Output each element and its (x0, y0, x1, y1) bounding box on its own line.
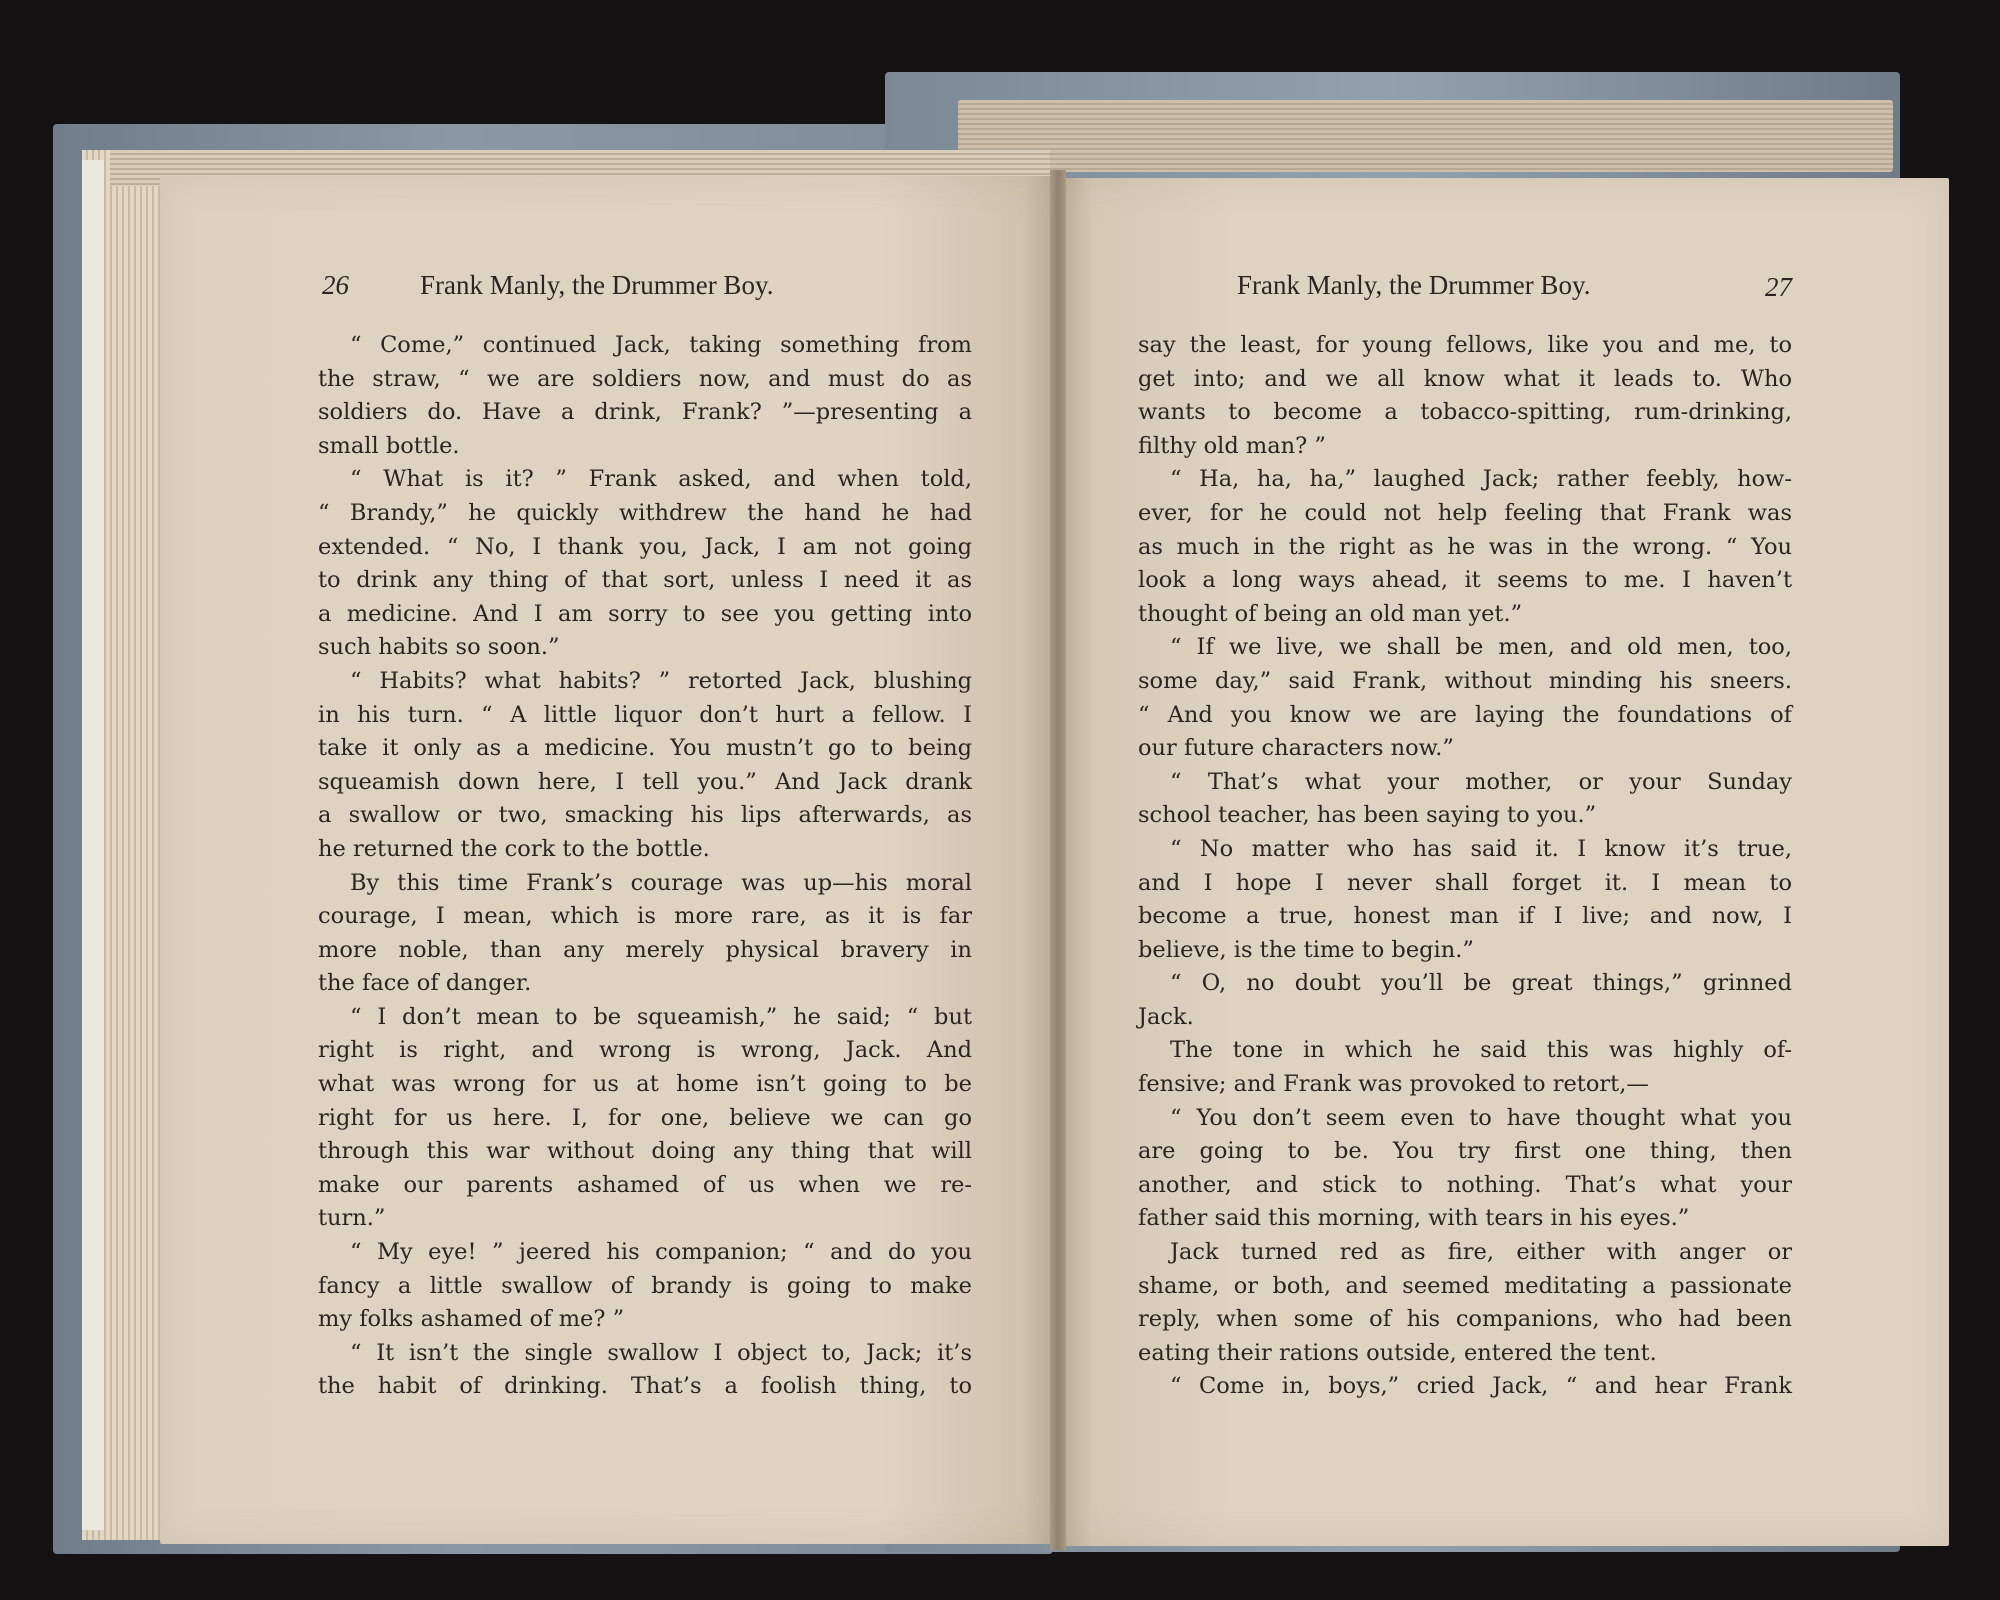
text-line: soldiers do. Have a drink, Frank? ”—presenting a (318, 399, 972, 426)
page-stack-edge-right (958, 100, 1893, 172)
text-line: “ And you know we are laying the foundations of (1138, 701, 1792, 728)
text-line: fancy a little swallow of brandy is going to make (318, 1272, 972, 1299)
text-line: By this time Frank’s courage was up—his moral (350, 869, 972, 896)
text-line: squeamish down here, I tell you.” And Jack drank (318, 768, 972, 795)
left-page-number: 26 (322, 270, 349, 300)
text-line: “ My eye! ” jeered his companion; “ and do you (350, 1239, 972, 1266)
text-line: some day,” said Frank, without minding his sneers. (1138, 667, 1792, 694)
text-line: a medicine. And I am sorry to see you getting into (318, 600, 972, 627)
text-line: father said this morning, with tears in his eyes.” (1138, 1205, 1690, 1232)
text-line: get into; and we all know what it leads to. Who (1138, 365, 1792, 392)
text-line: a swallow or two, smacking his lips afterwards, as (318, 802, 972, 829)
text-line: the habit of drinking. That’s a foolish thing, to (318, 1373, 972, 1400)
left-page-body (318, 329, 972, 1404)
text-line: “ What is it? ” Frank asked, and when told, (350, 466, 972, 493)
text-line: “ Brandy,” he quickly withdrew the hand he had (318, 499, 972, 526)
text-line: in his turn. “ A little liquor don’t hurt a fellow. I (318, 701, 972, 728)
right-page-body (1138, 329, 1792, 1404)
text-line: become a true, honest man if I live; and now, I (1138, 903, 1792, 930)
text-line: “ You don’t seem even to have thought what you (1170, 1104, 1792, 1131)
left-running-head: Frank Manly, the Drummer Boy. (420, 270, 774, 300)
text-line: school teacher, has been saying to you.” (1138, 802, 1597, 829)
text-line: Jack turned red as fire, either with anger or (1170, 1239, 1792, 1266)
text-line: The tone in which he said this was highly of- (1170, 1037, 1792, 1064)
text-line: “ That’s what your mother, or your Sunday (1170, 768, 1792, 795)
text-line: make our parents ashamed of us when we re- (318, 1171, 972, 1198)
text-line: such habits so soon.” (318, 634, 560, 661)
text-line: right is right, and wrong is wrong, Jack. And (318, 1037, 972, 1064)
text-line: believe, is the time to begin.” (1138, 936, 1474, 963)
text-line: as much in the right as he was in the wrong. “ You (1138, 533, 1792, 560)
text-line: “ Come,” continued Jack, taking something from (350, 332, 972, 358)
text-line: thought of being an old man yet.” (1138, 600, 1523, 627)
text-line: eating their rations outside, entered the tent. (1138, 1339, 1657, 1366)
text-line: take it only as a medicine. You mustn’t go to being (318, 735, 972, 762)
text-line: the straw, “ we are soldiers now, and must do as (318, 365, 972, 392)
text-line: another, and stick to nothing. That’s what your (1138, 1171, 1792, 1198)
text-line: filthy old man? ” (1138, 432, 1326, 459)
text-line: “ It isn’t the single swallow I object to, Jack; it’s (350, 1339, 972, 1366)
text-line: “ Habits? what habits? ” retorted Jack, blushing (350, 667, 972, 694)
text-line: “ Ha, ha, ha,” laughed Jack; rather feebly, how- (1170, 466, 1792, 493)
text-line: “ Come in, boys,” cried Jack, “ and hear Frank (1170, 1373, 1792, 1400)
text-line: turn.” (318, 1205, 386, 1232)
text-line: right for us here. I, for one, believe we can go (318, 1104, 972, 1131)
text-line: “ O, no doubt you’ll be great things,” grinned (1170, 970, 1792, 997)
text-line: “ No matter who has said it. I know it’s true, (1170, 835, 1792, 862)
text-line: and I hope I never shall forget it. I mean to (1138, 869, 1792, 896)
text-line: more noble, than any merely physical bravery in (318, 936, 972, 963)
text-line: our future characters now.” (1138, 735, 1454, 762)
text-line: reply, when some of his companions, who had been (1138, 1306, 1792, 1333)
text-line: Jack. (1138, 1003, 1194, 1030)
endpaper-strip (82, 160, 104, 1530)
text-line: “ If we live, we shall be men, and old men, too, (1170, 634, 1792, 661)
text-line: my folks ashamed of me? ” (318, 1306, 625, 1333)
text-line: extended. “ No, I thank you, Jack, I am not going (318, 533, 972, 560)
text-line: small bottle. (318, 432, 460, 459)
text-line: are going to be. You try first one thing, then (1138, 1138, 1792, 1165)
text-line: shame, or both, and seemed meditating a passionate (1138, 1272, 1792, 1299)
right-page-number: 27 (1765, 272, 1792, 302)
text-line: through this war without doing any thing that will (318, 1138, 972, 1165)
text-line: to drink any thing of that sort, unless I need it as (318, 567, 972, 594)
right-running-head: Frank Manly, the Drummer Boy. (1237, 270, 1591, 300)
text-line: say the least, for young fellows, like you and me, to (1138, 332, 1792, 358)
text-line: look a long ways ahead, it seems to me. I haven’t (1138, 567, 1792, 594)
text-line: courage, I mean, which is more rare, as it is far (318, 903, 972, 930)
text-line: he returned the cork to the bottle. (318, 835, 710, 862)
text-line: “ I don’t mean to be squeamish,” he said; “ but (350, 1003, 972, 1030)
text-line: fensive; and Frank was provoked to retort,— (1138, 1071, 1649, 1098)
text-line: ever, for he could not help feeling that Frank was (1138, 499, 1792, 526)
book-gutter (1050, 170, 1066, 1550)
text-line: the face of danger. (318, 970, 532, 997)
text-line: wants to become a tobacco-spitting, rum-drinking, (1138, 399, 1792, 426)
text-line: what was wrong for us at home isn’t going to be (318, 1071, 972, 1098)
